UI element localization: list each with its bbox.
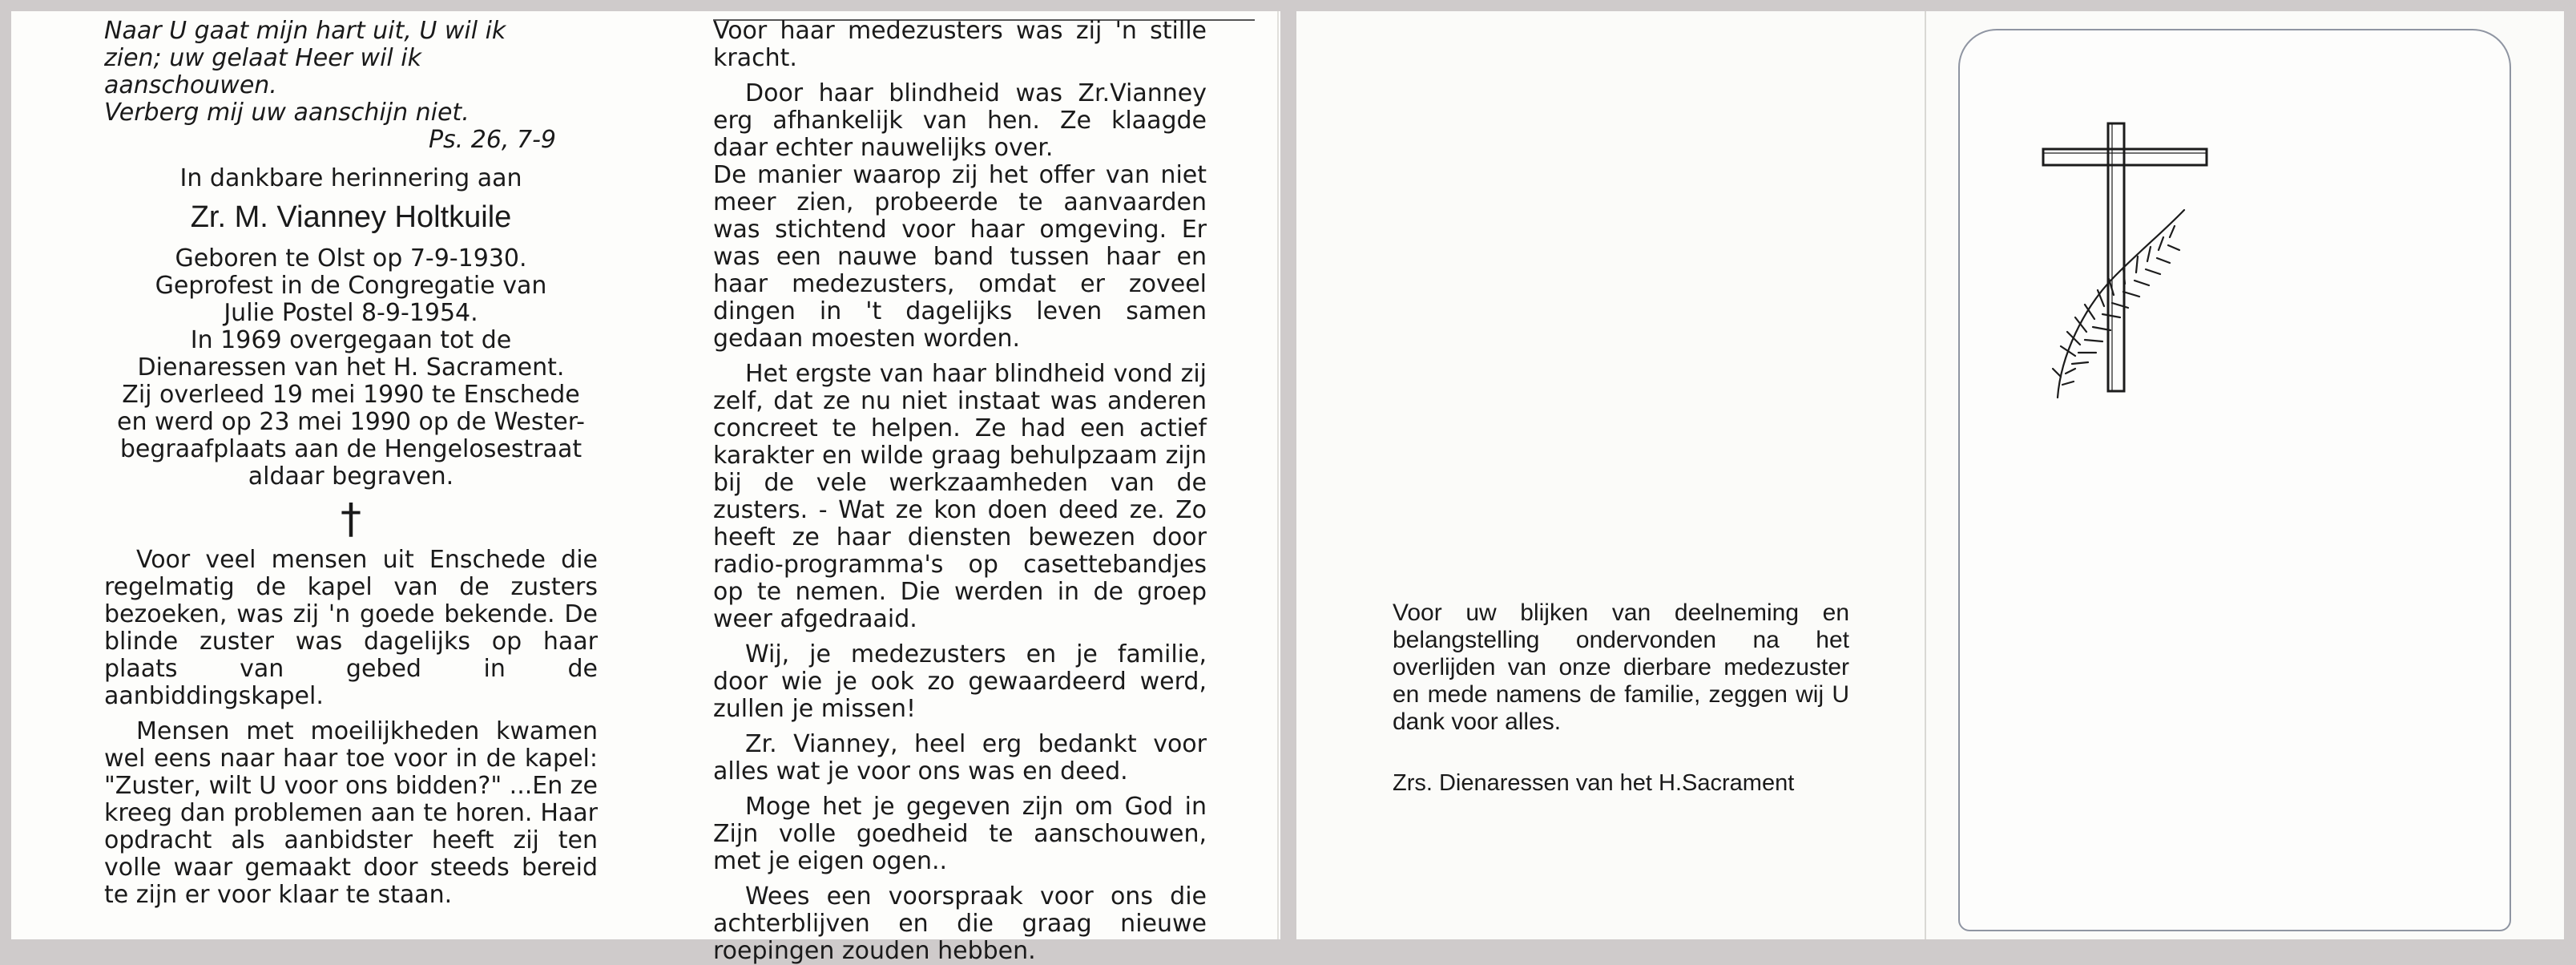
tribute-paragraph: Zr. Vianney, heel erg bedankt voor alles wat je voor ons was en deed.: [713, 730, 1207, 785]
psalm-line: Naar U gaat mijn hart uit, U wil ik: [104, 17, 506, 45]
tribute-paragraph: Het ergste van haar blindheid vond zij zelf, dat ze nu niet instaat was anderen concreet te helpen. Ze had een actief karakter en wilde graag behulpzaam zijn bij de vele werkzaamheden van de zusters. - Wat ze kon doen deed ze. Zo heeft ze haar diensten bewezen door radio-programma's op casettebandjes op te nemen. Die werden in de groep weer afgedraaid.: [713, 360, 1207, 633]
thank-you-note: [1393, 600, 1849, 797]
death-line: en werd op 23 mei 1990 op de Wester-: [117, 408, 585, 436]
transfer-line: Dienaressen van het H. Sacrament.: [137, 353, 565, 382]
memorial-card-outside: [1296, 11, 2564, 939]
cross-with-palm-icon: [2027, 115, 2219, 412]
tribute-paragraph: Wij, je medezusters en je familie, door wie je ook zo gewaardeerd werd, zullen je missen!: [713, 640, 1207, 723]
tribute-paragraph: Door haar blindheid was Zr.Vianney erg afhankelijk van hen. Ze klaagde daar echter nauwelijks over.: [713, 79, 1207, 162]
tribute-paragraph: Voor haar medezusters was zij 'n stille kracht.: [713, 17, 1207, 72]
signature-line: Zrs. Dienaressen van het H.Sacrament: [1393, 770, 1795, 796]
tribute-paragraph: Voor veel mensen uit Enschede die regelmatig de kapel van de zusters bezoeken, was zij 'n goede bekende. De blinde zuster was dagelijks op haar plaats van gebed in de aanbiddingskapel.: [104, 546, 598, 710]
tribute-paragraph: Moge het je gegeven zijn om God in Zijn volle goedheid te aanschouwen, met je eigen ogen..: [713, 793, 1207, 875]
page-edge: [1277, 11, 1279, 939]
birth-line: Geboren te Olst op 7-9-1930.: [175, 244, 527, 273]
transfer-line: In 1969 overgegaan tot de: [190, 326, 512, 354]
dagger-cross-icon: †: [341, 495, 361, 543]
left-column: [104, 18, 598, 909]
death-line: begraafplaats aan de Hengelosestraat: [119, 435, 583, 463]
psalm-line: aanschouwen.: [104, 71, 277, 99]
tribute-paragraph: De manier waarop zij het offer van niet meer zien, probeerde te aanvaarden was stichtend voor haar omgeving. Er was een nauwe band tussen haar en haar medezusters, omdat er zoveel dingen in 't dagelijks leven samen gedaan moesten worden.: [713, 161, 1207, 353]
death-line: Zij overleed 19 mei 1990 te Enschede: [122, 381, 580, 409]
intro-line: In dankbare herinnering aan: [179, 164, 522, 192]
profession-line: Geprofest in de Congregatie van: [155, 272, 547, 300]
psalm-quote: [104, 18, 598, 154]
psalm-line: Verberg mij uw aanschijn niet.: [104, 99, 470, 127]
death-line: aldaar begraven.: [248, 462, 454, 491]
profession-line: Julie Postel 8-9-1954.: [224, 299, 478, 327]
tribute-paragraph: Mensen met moeilijkheden kwamen wel eens naar haar toe voor in de kapel: "Zuster, wilt U voor ons bidden?" ...En ze kreeg dan problemen aan te horen. Haar opdracht als aanbidster heeft zij ten volle waar gemaakt door steeds bereid te zijn er voor klaar te staan.: [104, 717, 598, 909]
memorial-card-inside: [11, 11, 1280, 965]
psalm-reference: Ps. 26, 7-9: [428, 126, 556, 154]
psalm-line: zien; uw gelaat Heer wil ik: [104, 44, 421, 72]
deceased-name: Zr. M. Vianney Holtkuile: [190, 200, 512, 234]
card-fold-line: [1925, 11, 1926, 939]
thank-you-text: Voor uw blijken van deelneming en belangstelling ondervonden na het overlijden van onze dierbare medezuster en mede namens de familie, zeggen wij U dank voor alles.: [1393, 600, 1849, 735]
right-column: [713, 18, 1207, 965]
tribute-paragraph: Wees een voorspraak voor ons die achterblijven en die graag nieuwe roepingen zouden hebben.: [713, 882, 1207, 965]
